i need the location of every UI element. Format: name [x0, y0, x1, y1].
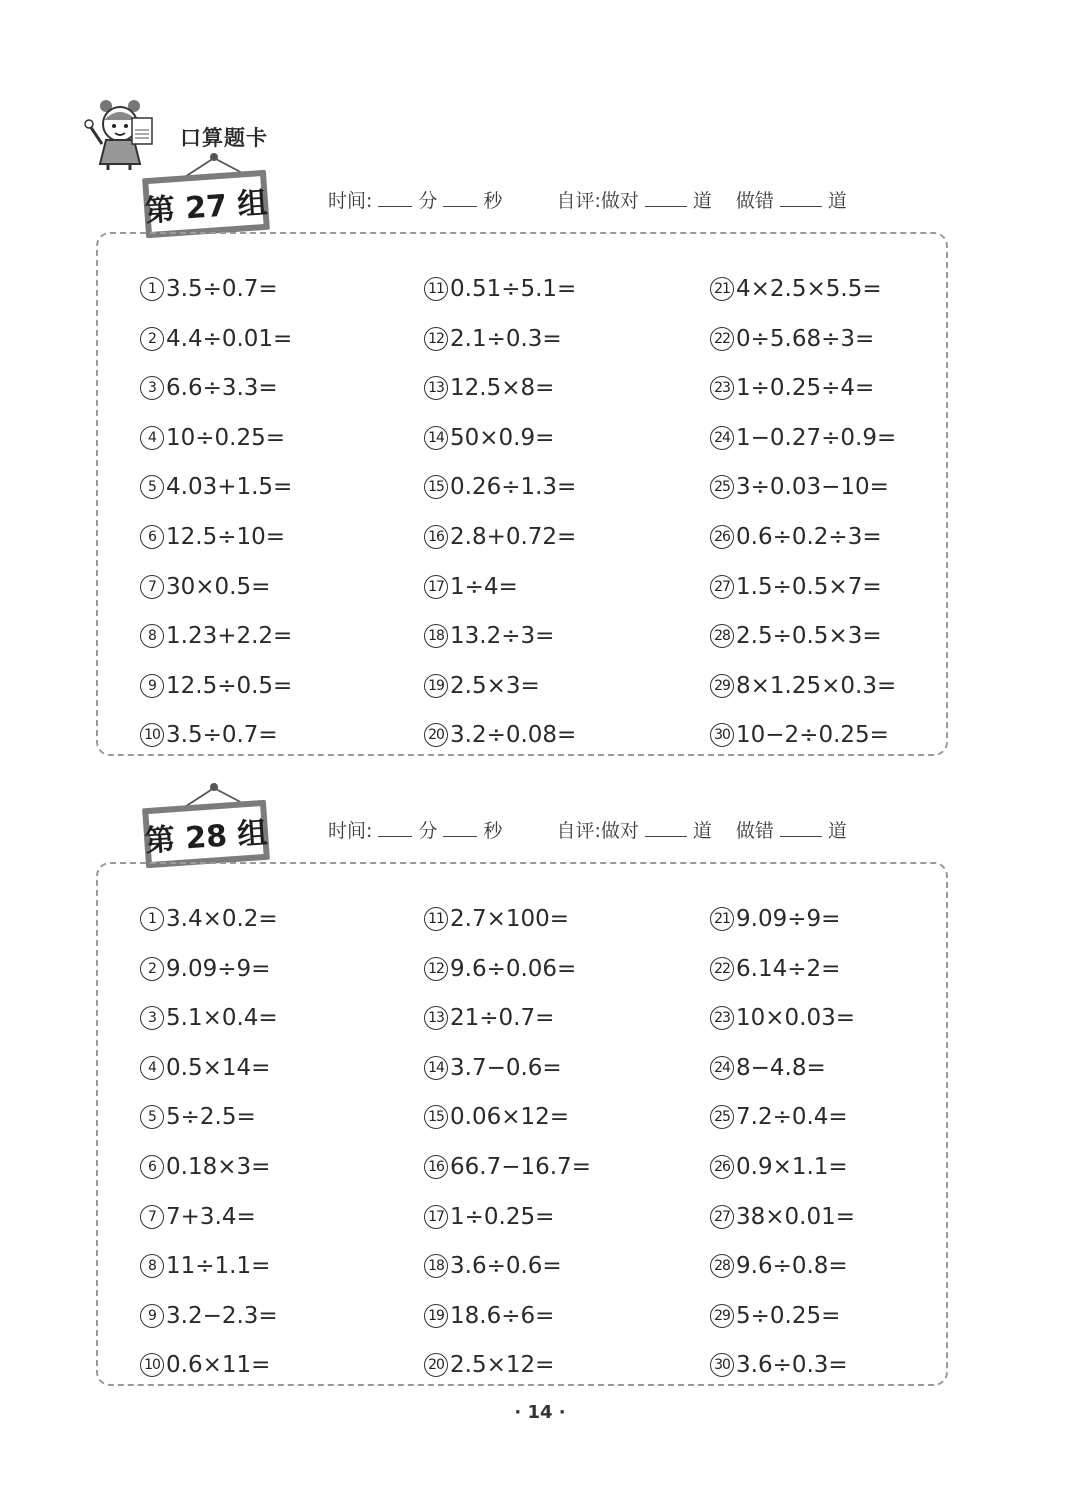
exercise-box [96, 862, 948, 1386]
item-number: 20 [424, 723, 448, 747]
item-number: 9 [140, 1304, 164, 1328]
exercise-item [710, 274, 882, 304]
item-number: 12 [424, 327, 448, 351]
minute-blank[interactable] [378, 835, 412, 837]
item-expression: 0.26÷1.3= [450, 474, 577, 501]
minute-label: 分 [418, 190, 438, 212]
wrong-blank[interactable] [780, 835, 822, 837]
item-number: 17 [424, 575, 448, 599]
group-plaque [140, 762, 280, 872]
item-number: 29 [710, 674, 734, 698]
item-number: 25 [710, 1105, 734, 1129]
exercise-item [424, 472, 576, 502]
wrong-label: 做错 [735, 190, 774, 212]
exercise-item [140, 274, 278, 304]
item-expression: 2.5÷0.5×3= [736, 623, 882, 650]
exercise-item [710, 522, 882, 552]
correct-blank[interactable] [645, 835, 687, 837]
item-expression: 8×1.25×0.3= [736, 672, 897, 699]
exercise-item [710, 1053, 826, 1083]
item-expression: 3.4×0.2= [166, 906, 278, 932]
item-number: 19 [424, 1304, 448, 1328]
exercise-item [424, 373, 554, 403]
item-number: 22 [710, 957, 734, 981]
exercise-item [140, 522, 285, 552]
item-expression: 4.03+1.5= [166, 474, 293, 501]
exercise-item [424, 1251, 562, 1281]
item-number: 4 [140, 426, 164, 450]
exercise-item [710, 720, 889, 750]
exercise-item [710, 671, 896, 701]
item-expression: 0÷5.68÷3= [736, 325, 875, 352]
item-expression: 0.6×11= [166, 1352, 271, 1379]
exercise-item [140, 1301, 278, 1331]
exercise-item [710, 324, 874, 354]
wrong-blank[interactable] [780, 205, 822, 207]
item-expression: 66.7−16.7= [450, 1154, 591, 1180]
score-meta [328, 186, 847, 213]
item-number: 10 [140, 1353, 164, 1377]
item-number: 11 [424, 277, 448, 301]
exercise-item [140, 621, 292, 651]
item-expression: 12.5×8= [450, 375, 555, 402]
item-number: 4 [140, 1056, 164, 1080]
second-blank[interactable] [443, 835, 477, 837]
item-number: 7 [140, 575, 164, 599]
item-number: 9 [140, 674, 164, 698]
item-expression: 9.6÷0.8= [736, 1253, 848, 1280]
item-number: 28 [710, 1254, 734, 1278]
item-expression: 7.2÷0.4= [736, 1104, 848, 1131]
item-expression: 5÷0.25= [736, 1302, 841, 1329]
exercise-items [98, 234, 946, 754]
item-expression: 10−2÷0.25= [736, 722, 889, 749]
correct-blank[interactable] [645, 205, 687, 207]
group-plaque [140, 132, 280, 242]
item-number: 26 [710, 525, 734, 549]
item-number: 16 [424, 1155, 448, 1179]
wrong-unit: 道 [827, 820, 847, 842]
exercise-item [140, 324, 292, 354]
item-number: 7 [140, 1205, 164, 1229]
item-number: 25 [710, 475, 734, 499]
item-number: 16 [424, 525, 448, 549]
exercise-item [710, 1202, 855, 1232]
exercise-item [140, 1202, 256, 1232]
exercise-item [710, 954, 840, 984]
page-number: · 14 · [514, 1402, 566, 1423]
correct-unit: 道 [692, 190, 712, 212]
item-expression: 1÷0.25= [450, 1203, 555, 1230]
exercise-item [140, 472, 292, 502]
item-expression: 30×0.5= [166, 573, 271, 600]
group-title: 第 27 组 [148, 176, 263, 232]
exercise-item [424, 904, 569, 934]
exercise-item [424, 324, 562, 354]
exercise-item [140, 1053, 270, 1083]
item-expression: 3.5÷0.7= [166, 722, 278, 749]
item-number: 8 [140, 1254, 164, 1278]
exercise-item [710, 472, 889, 502]
exercise-item [140, 1152, 270, 1182]
item-expression: 2.5×3= [450, 672, 540, 699]
exercise-item [140, 423, 285, 453]
item-number: 24 [710, 426, 734, 450]
item-expression: 3÷0.03−10= [736, 474, 889, 501]
item-number: 12 [424, 957, 448, 981]
item-number: 18 [424, 1254, 448, 1278]
item-expression: 4.4÷0.01= [166, 325, 293, 352]
exercise-item [140, 954, 270, 984]
exercise-item [424, 671, 540, 701]
item-expression: 1.5÷0.5×7= [736, 573, 882, 600]
second-label: 秒 [483, 820, 503, 842]
exercise-item [140, 1102, 256, 1132]
exercise-item [424, 1152, 591, 1182]
item-number: 14 [424, 1056, 448, 1080]
item-number: 30 [710, 723, 734, 747]
item-number: 24 [710, 1056, 734, 1080]
minute-blank[interactable] [378, 205, 412, 207]
item-expression: 3.6÷0.3= [736, 1352, 848, 1379]
wrong-label: 做错 [735, 820, 774, 842]
exercise-item [710, 904, 840, 934]
item-expression: 3.2÷0.08= [450, 722, 577, 749]
item-expression: 0.18×3= [166, 1154, 271, 1180]
item-number: 17 [424, 1205, 448, 1229]
exercise-item [140, 1350, 270, 1380]
item-expression: 0.9×1.1= [736, 1154, 848, 1180]
item-expression: 0.06×12= [450, 1104, 570, 1131]
exercise-item [710, 1350, 848, 1380]
card-title: 口算题卡 [180, 126, 268, 150]
item-expression: 5÷2.5= [166, 1104, 256, 1131]
item-number: 3 [140, 1006, 164, 1030]
item-number: 2 [140, 327, 164, 351]
exercise-item [140, 1003, 278, 1033]
exercise-item [424, 1003, 554, 1033]
item-expression: 0.5×14= [166, 1054, 271, 1081]
item-expression: 9.6÷0.06= [450, 955, 577, 982]
item-expression: 9.09÷9= [166, 955, 271, 982]
exercise-item [424, 572, 518, 602]
wrong-unit: 道 [827, 190, 847, 212]
self-eval-label: 自评:做对 [556, 190, 639, 212]
item-number: 13 [424, 376, 448, 400]
item-number: 11 [424, 907, 448, 931]
item-expression: 4×2.5×5.5= [736, 276, 882, 302]
item-number: 1 [140, 277, 164, 301]
item-expression: 8−4.8= [736, 1054, 826, 1081]
item-expression: 6.6÷3.3= [166, 375, 278, 402]
exercise-item [140, 720, 278, 750]
item-expression: 18.6÷6= [450, 1302, 555, 1329]
item-number: 27 [710, 575, 734, 599]
item-expression: 2.1÷0.3= [450, 325, 562, 352]
exercise-item [424, 423, 554, 453]
item-number: 23 [710, 376, 734, 400]
item-number: 8 [140, 624, 164, 648]
item-expression: 11÷1.1= [166, 1253, 271, 1280]
correct-unit: 道 [692, 820, 712, 842]
item-number: 21 [710, 907, 734, 931]
item-number: 20 [424, 1353, 448, 1377]
item-expression: 6.14÷2= [736, 955, 841, 982]
exercise-item [424, 621, 554, 651]
exercise-item [424, 522, 576, 552]
exercise-item [140, 572, 270, 602]
exercise-item [710, 1152, 848, 1182]
exercise-item [424, 1053, 562, 1083]
item-expression: 0.6÷0.2÷3= [736, 524, 882, 550]
item-expression: 3.5÷0.7= [166, 276, 278, 302]
exercise-item [710, 572, 882, 602]
item-number: 28 [710, 624, 734, 648]
item-expression: 50×0.9= [450, 424, 555, 451]
item-number: 1 [140, 907, 164, 931]
item-expression: 1÷0.25÷4= [736, 375, 875, 402]
exercise-box [96, 232, 948, 756]
time-label: 时间: [328, 820, 373, 842]
exercise-item [710, 423, 896, 453]
item-expression: 38×0.01= [736, 1203, 856, 1230]
item-expression: 0.51÷5.1= [450, 276, 577, 302]
item-number: 6 [140, 1155, 164, 1179]
exercise-item [140, 1251, 270, 1281]
item-number: 15 [424, 1105, 448, 1129]
item-expression: 1÷4= [450, 573, 518, 600]
exercise-item [710, 1003, 855, 1033]
item-number: 29 [710, 1304, 734, 1328]
item-expression: 7+3.4= [166, 1203, 256, 1230]
minute-label: 分 [418, 820, 438, 842]
item-number: 15 [424, 475, 448, 499]
exercise-item [710, 1102, 848, 1132]
exercise-item [140, 904, 278, 934]
exercise-item [424, 954, 576, 984]
item-number: 21 [710, 277, 734, 301]
item-expression: 3.7−0.6= [450, 1054, 562, 1081]
item-expression: 10÷0.25= [166, 424, 286, 451]
second-label: 秒 [483, 190, 503, 212]
item-number: 2 [140, 957, 164, 981]
item-expression: 10×0.03= [736, 1005, 856, 1032]
item-number: 23 [710, 1006, 734, 1030]
item-number: 5 [140, 1105, 164, 1129]
exercise-item [424, 1202, 554, 1232]
item-number: 10 [140, 723, 164, 747]
item-expression: 21÷0.7= [450, 1005, 555, 1032]
item-number: 27 [710, 1205, 734, 1229]
item-expression: 5.1×0.4= [166, 1005, 278, 1032]
item-number: 3 [140, 376, 164, 400]
exercise-item [424, 1102, 569, 1132]
item-expression: 1−0.27÷0.9= [736, 424, 897, 451]
time-label: 时间: [328, 190, 373, 212]
exercise-item [424, 1350, 554, 1380]
group-title: 第 28 组 [148, 806, 263, 862]
item-expression: 13.2÷3= [450, 623, 555, 650]
item-number: 18 [424, 624, 448, 648]
item-expression: 12.5÷10= [166, 524, 286, 550]
item-expression: 2.7×100= [450, 906, 570, 932]
item-number: 22 [710, 327, 734, 351]
exercise-item [710, 373, 874, 403]
exercise-items [98, 864, 946, 1384]
item-number: 6 [140, 525, 164, 549]
item-expression: 3.2−2.3= [166, 1302, 278, 1329]
exercise-item [140, 373, 278, 403]
exercise-item [710, 1301, 840, 1331]
exercise-item [424, 720, 576, 750]
exercise-item [140, 671, 292, 701]
item-number: 30 [710, 1353, 734, 1377]
item-number: 5 [140, 475, 164, 499]
item-number: 13 [424, 1006, 448, 1030]
exercise-item [710, 621, 882, 651]
item-number: 14 [424, 426, 448, 450]
exercise-item [424, 1301, 554, 1331]
item-expression: 2.8+0.72= [450, 524, 577, 550]
item-expression: 12.5÷0.5= [166, 672, 293, 699]
item-number: 26 [710, 1155, 734, 1179]
item-number: 19 [424, 674, 448, 698]
second-blank[interactable] [443, 205, 477, 207]
item-expression: 9.09÷9= [736, 906, 841, 932]
self-eval-label: 自评:做对 [556, 820, 639, 842]
item-expression: 3.6÷0.6= [450, 1253, 562, 1280]
exercise-item [424, 274, 576, 304]
score-meta [328, 816, 847, 843]
item-expression: 1.23+2.2= [166, 623, 293, 650]
item-expression: 2.5×12= [450, 1352, 555, 1379]
exercise-item [710, 1251, 848, 1281]
